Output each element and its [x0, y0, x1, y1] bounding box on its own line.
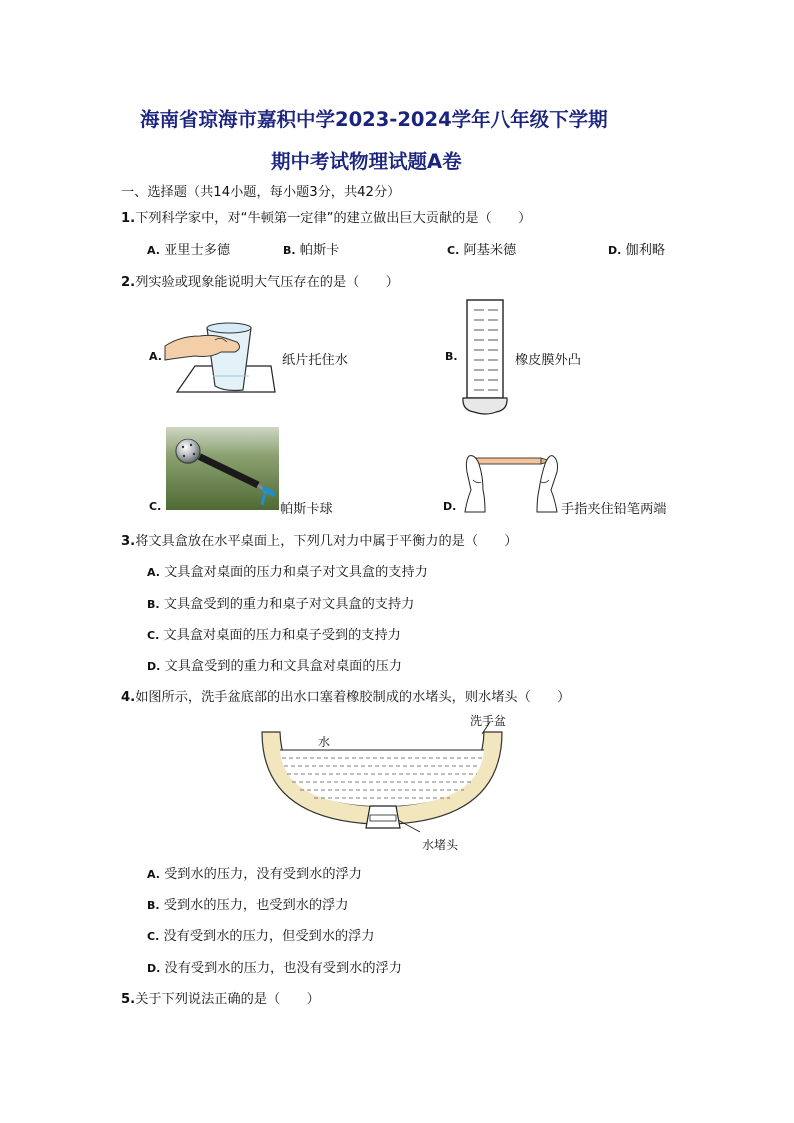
washbasin-figure — [260, 728, 505, 840]
tube-rubber-membrane-figure — [462, 298, 512, 416]
option-1-c — [447, 239, 516, 258]
pencil-fingers-figure — [461, 450, 561, 512]
option-label: A. — [147, 868, 160, 881]
option-label: A. — [147, 566, 160, 579]
option-text: 亚里士多德 — [164, 243, 231, 258]
option-text: 文具盒对桌面的压力和桌子受到的支持力 — [163, 628, 401, 643]
option-3-a — [147, 561, 428, 580]
option-label: C. — [147, 930, 160, 943]
option-1-d — [608, 239, 665, 258]
option-text: 受到水的压力，没有受到水的浮力 — [164, 867, 362, 882]
option-text: 文具盒对桌面的压力和桌子对文具盒的支持力 — [164, 565, 428, 580]
option-label: D. — [147, 962, 161, 975]
option-text: 帕斯卡球 — [280, 502, 333, 517]
question-text: 将文具盒放在水平桌面上，下列几对力中属于平衡力的是（ ） — [135, 534, 518, 549]
option-label: B. — [445, 350, 458, 363]
question-5-stem — [121, 988, 320, 1007]
page-title-line-1: 海南省琼海市嘉积中学2023-2024学年八年级下学期 — [140, 108, 608, 131]
option-text: 伽利略 — [625, 243, 666, 258]
option-1-a — [147, 239, 230, 258]
option-label: C. — [447, 244, 460, 257]
option-text: 文具盒受到的重力和文具盒对桌面的压力 — [164, 659, 402, 674]
option-text: 文具盒受到的重力和桌子对文具盒的支持力 — [163, 597, 415, 612]
basin-label: 洗手盆 — [470, 714, 507, 728]
question-text: 如图所示，洗手盆底部的出水口塞着橡胶制成的水堵头，则水堵头（ ） — [135, 690, 571, 705]
water-label: 水 — [318, 735, 331, 749]
question-1-stem — [121, 207, 531, 226]
option-4-b — [147, 894, 348, 913]
question-number: 1. — [121, 211, 136, 226]
question-number: 4. — [121, 690, 136, 705]
option-label: D. — [147, 660, 161, 673]
option-4-d — [147, 957, 402, 976]
question-3-stem — [121, 530, 518, 549]
question-text: 列实验或现象能说明大气压存在的是（ ） — [135, 275, 399, 290]
option-label: A. — [149, 350, 162, 363]
option-label: C. — [149, 500, 162, 513]
section-heading: 一、选择题（共14小题，每小题3分，共42分） — [121, 185, 401, 200]
option-text: 没有受到水的压力，也没有受到水的浮力 — [164, 961, 402, 976]
question-2-stem — [121, 271, 399, 290]
question-number: 3. — [121, 534, 136, 549]
option-4-a — [147, 863, 362, 882]
question-4-stem — [121, 686, 570, 705]
option-3-c — [147, 624, 401, 643]
option-label: A. — [147, 244, 160, 257]
option-text: 阿基米德 — [463, 243, 517, 258]
inverted-glass-paper-figure — [165, 306, 280, 396]
option-text: 帕斯卡 — [299, 243, 340, 258]
option-label: C. — [147, 629, 160, 642]
page-title-line-2: 期中考试物理试题A卷 — [271, 150, 462, 173]
option-text: 没有受到水的压力，但受到水的浮力 — [163, 929, 375, 944]
option-1-b — [283, 239, 339, 258]
question-number: 5. — [121, 992, 136, 1007]
option-label: D. — [608, 244, 622, 257]
option-3-b — [147, 593, 414, 612]
question-text: 关于下列说法正确的是（ ） — [135, 992, 320, 1007]
option-label: B. — [283, 244, 296, 257]
option-label: B. — [147, 598, 160, 611]
option-text: 受到水的压力，也受到水的浮力 — [163, 898, 349, 913]
option-3-d — [147, 655, 402, 674]
question-number: 2. — [121, 275, 136, 290]
option-label: D. — [443, 500, 457, 513]
option-text: 纸片托住水 — [282, 353, 348, 368]
option-label: B. — [147, 899, 160, 912]
option-text: 手指夹住铅笔两端 — [561, 502, 667, 517]
option-text: 橡皮膜外凸 — [515, 353, 581, 368]
pascal-ball-photo — [166, 427, 279, 510]
plug-label: 水堵头 — [422, 838, 459, 852]
question-text: 下列科学家中，对“牛顿第一定律”的建立做出巨大贡献的是（ ） — [135, 211, 532, 226]
option-4-c — [147, 925, 374, 944]
